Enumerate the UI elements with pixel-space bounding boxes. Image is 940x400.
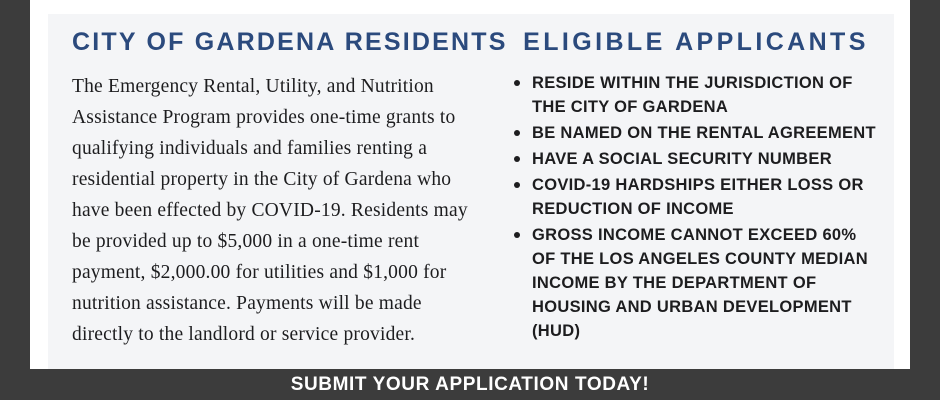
list-item: COVID-19 HARDSHIPS EITHER LOSS OR REDUCTION OF INCOME <box>512 173 880 221</box>
residents-heading: CITY OF GARDENA RESIDENTS <box>72 28 508 56</box>
list-item: GROSS INCOME CANNOT EXCEED 60% OF THE LOS ANGELES COUNTY MEDIAN INCOME BY THE DEPARTMENT OF HOUSING AND URBAN DEVELOPMENT (HUD) <box>512 223 880 343</box>
right-frame-edge <box>910 0 940 400</box>
eligible-applicants-column <box>508 14 894 369</box>
footer-bar <box>30 369 910 400</box>
call-to-action-text: SUBMIT YOUR APPLICATION TODAY! <box>290 374 650 395</box>
residents-paragraph: The Emergency Rental, Utility, and Nutrition Assistance Program provides one-time grants to qualifying individuals and families renting a residential property in the City of Gardena who have been effected by COVID-19. Residents may be provided up to $5,000 in a one-time rent payment, $2,000.00 for utilities and $1,000 for nutrition assistance. Payments will be made directly to the landlord or service provider. <box>72 76 468 345</box>
list-item: BE NAMED ON THE RENTAL AGREEMENT <box>512 121 880 145</box>
list-item: RESIDE WITHIN THE JURISDICTION OF THE CITY OF GARDENA <box>512 71 880 119</box>
eligible-applicants-heading: ELIGIBLE APPLICANTS <box>523 28 869 56</box>
residents-column <box>48 14 508 369</box>
eligibility-list <box>512 71 880 343</box>
list-item: HAVE A SOCIAL SECURITY NUMBER <box>512 147 880 171</box>
content-panel <box>48 14 894 369</box>
flyer-sheet <box>30 0 910 400</box>
left-frame-edge <box>0 0 30 400</box>
top-white-bar <box>30 0 910 14</box>
